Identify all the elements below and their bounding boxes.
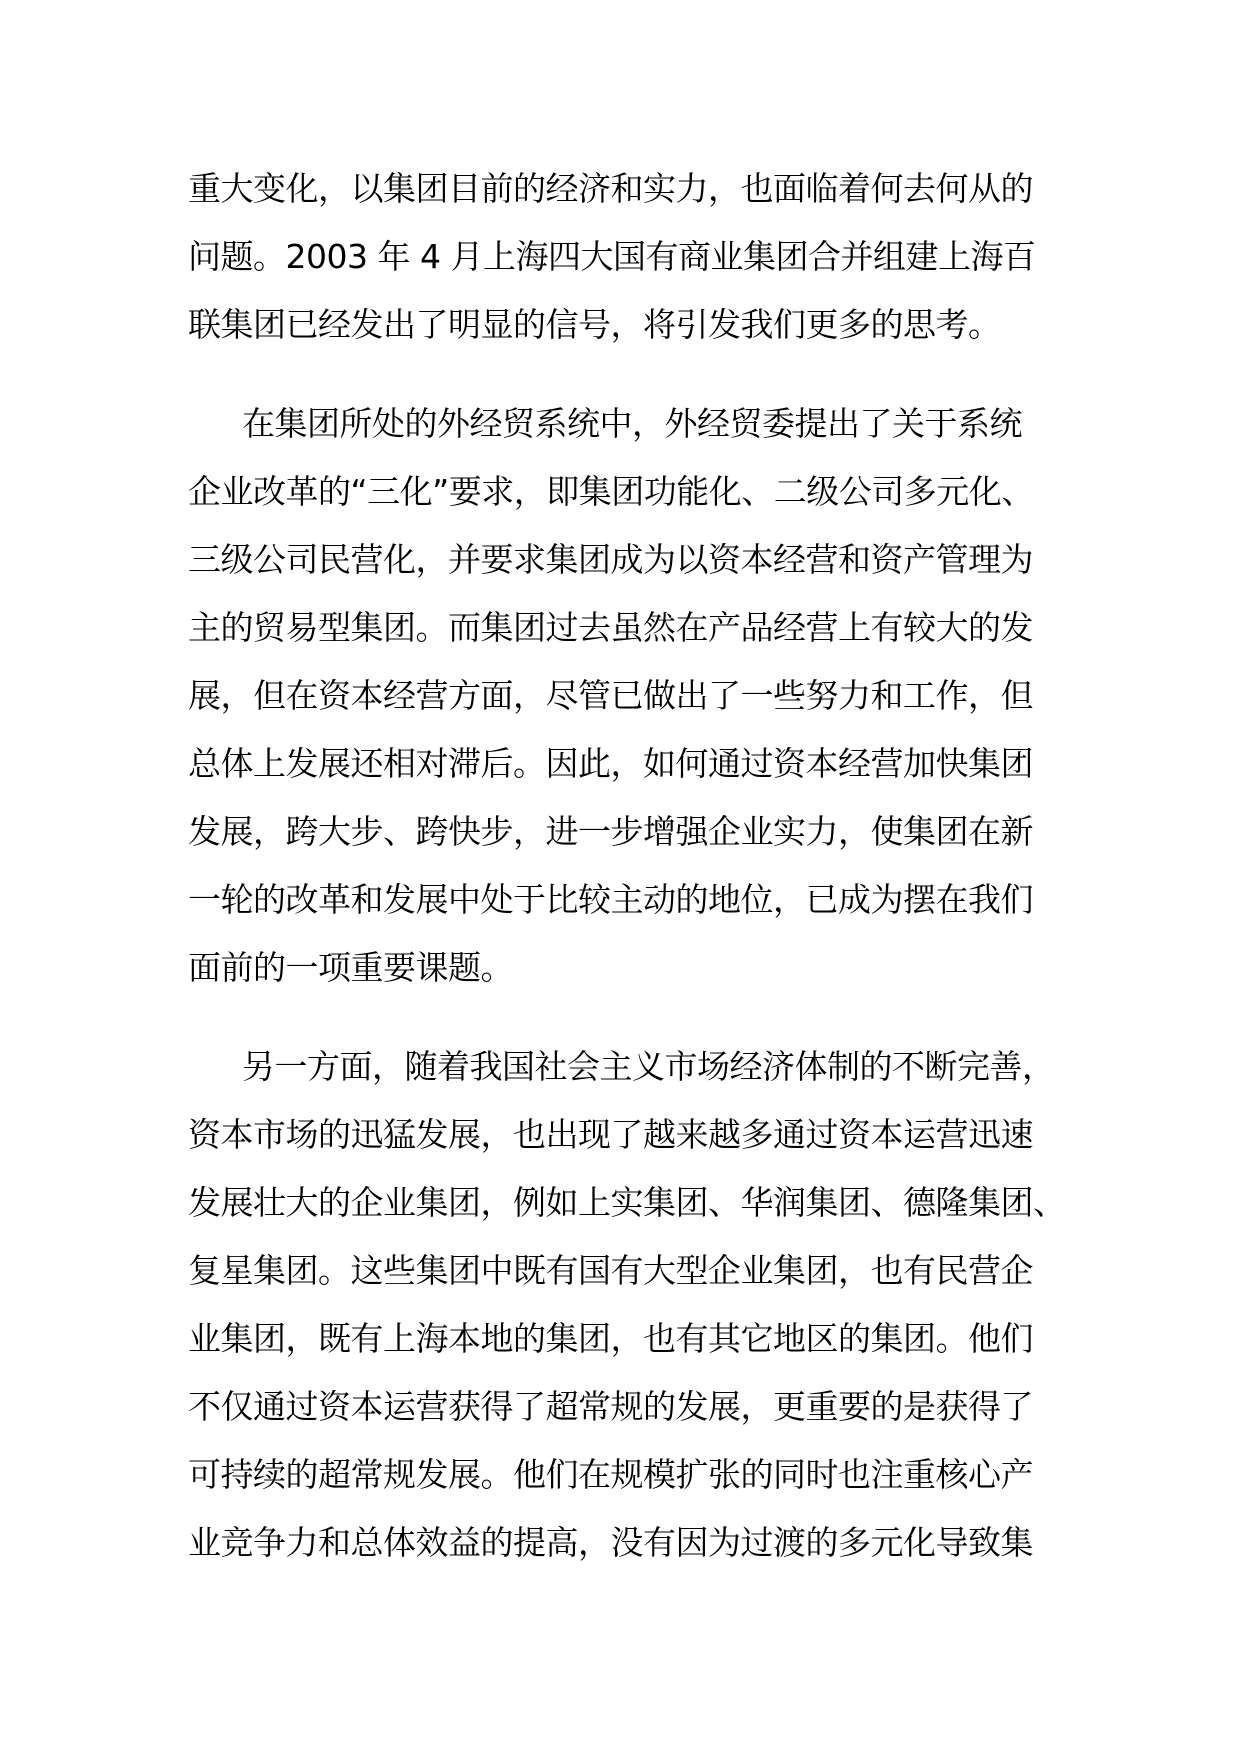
text-line: 主的贸易型集团。而集团过去虽然在产品经营上有较大的发 <box>188 608 1033 647</box>
text-line: 总体上发展还相对滞后。因此，如何通过资本经营加快集团 <box>188 744 1033 783</box>
text-line: 联集团已经发出了明显的信号，将引发我们更多的思考。 <box>188 305 1001 344</box>
text-line: 在集团所处的外经贸系统中，外经贸委提出了关于系统 <box>242 404 1022 443</box>
paragraph-2 <box>188 390 1060 1002</box>
text-line: 复星集团。这些集团中既有国有大型企业集团，也有民营企 <box>188 1251 1033 1290</box>
text-line: 业竞争力和总体效益的提高，没有因为过渡的多元化导致集 <box>188 1523 1033 1562</box>
text-line: 资本市场的迅猛发展，也出现了越来越多通过资本运营迅速 <box>188 1115 1033 1154</box>
text-line: 可持续的超常规发展。他们在规模扩张的同时也注重核心产 <box>188 1455 1033 1494</box>
text-line: 发展壮大的企业集团，例如上实集团、华润集团、德隆集团、 <box>188 1183 1066 1222</box>
text-line: 企业改革的“三化”要求，即集团功能化、二级公司多元化、 <box>188 472 1034 511</box>
text-line: 三级公司民营化，并要求集团成为以资本经营和资产管理为 <box>188 540 1033 579</box>
text-line: 业集团，既有上海本地的集团，也有其它地区的集团。他们 <box>188 1319 1033 1358</box>
document-body <box>188 155 1066 1608</box>
paragraph-1 <box>188 155 1060 359</box>
text-line: 重大变化，以集团目前的经济和实力，也面临着何去何从的 <box>188 169 1033 208</box>
text-line: 不仅通过资本运营获得了超常规的发展，更重要的是获得了 <box>188 1387 1033 1426</box>
text-line: 展，但在资本经营方面，尽管已做出了一些努力和工作，但 <box>188 676 1033 715</box>
text-line: 另一方面，随着我国社会主义市场经济体制的不断完善， <box>242 1047 1055 1086</box>
paragraph-3 <box>188 1033 1066 1577</box>
text-line: 一轮的改革和发展中处于比较主动的地位，已成为摆在我们 <box>188 880 1033 919</box>
text-line: 面前的一项重要课题。 <box>188 948 513 987</box>
text-line: 问题。2003 年 4 月上海四大国有商业集团合并组建上海百 <box>188 237 1036 276</box>
text-line: 发展，跨大步、跨快步，进一步增强企业实力，使集团在新 <box>188 812 1033 851</box>
